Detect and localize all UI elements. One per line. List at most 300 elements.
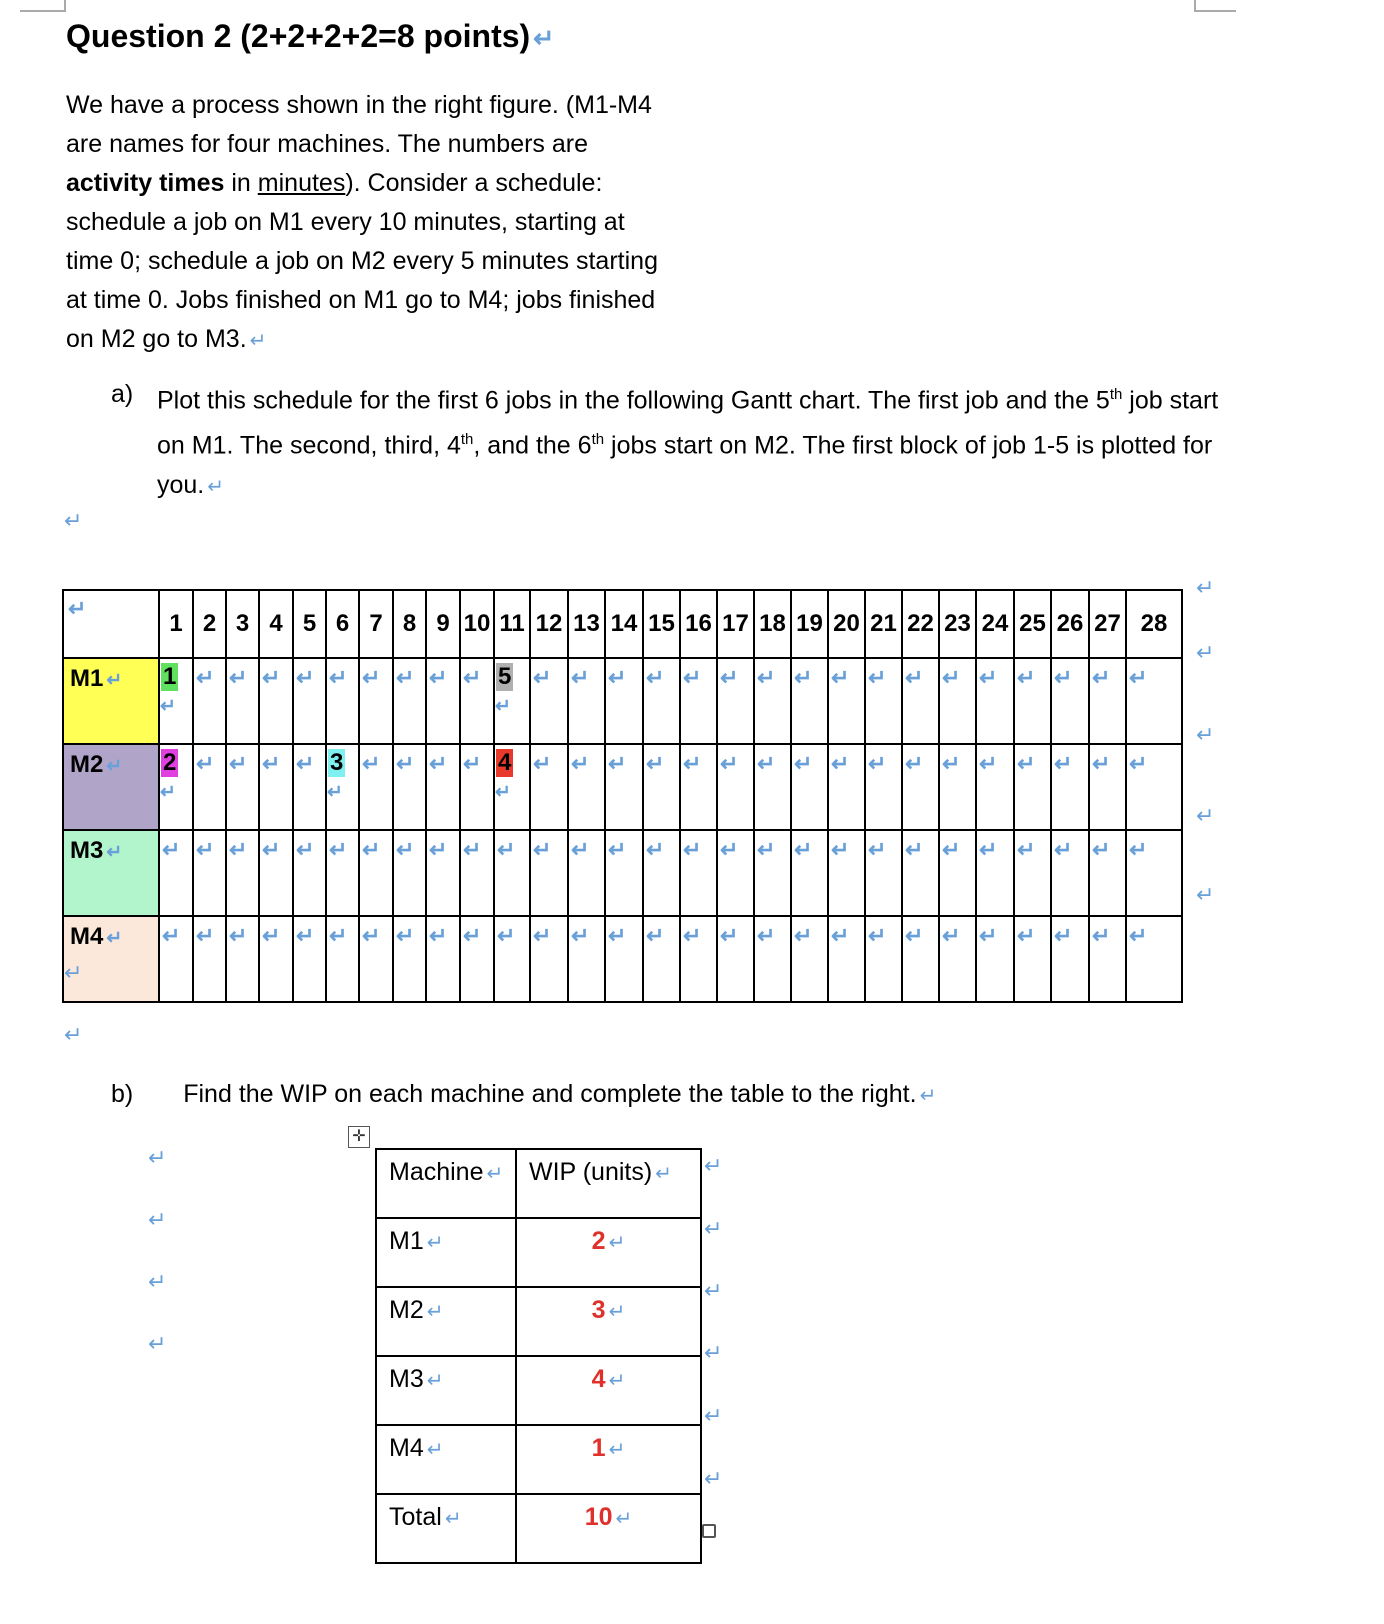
gantt-cell[interactable] bbox=[393, 658, 426, 744]
gantt-cell[interactable] bbox=[494, 830, 530, 916]
gantt-row-m4 bbox=[63, 916, 1182, 1002]
gantt-corner-cell[interactable] bbox=[63, 590, 159, 658]
gantt-column-header[interactable] bbox=[293, 590, 326, 658]
gantt-cell[interactable] bbox=[494, 916, 530, 1002]
gantt-cell[interactable] bbox=[939, 658, 976, 744]
wip-row bbox=[376, 1425, 701, 1494]
gantt-cell[interactable] bbox=[159, 916, 193, 1002]
gantt-cell[interactable] bbox=[326, 658, 359, 744]
gantt-cell[interactable] bbox=[1014, 658, 1051, 744]
gantt-cell[interactable] bbox=[293, 916, 326, 1002]
gantt-column-header[interactable] bbox=[460, 590, 494, 658]
paragraph-mark-icon: ↵ bbox=[148, 1207, 167, 1232]
gantt-cell[interactable] bbox=[359, 658, 393, 744]
paragraph-mark-icon: ↵ bbox=[794, 923, 813, 948]
gantt-column-header[interactable] bbox=[393, 590, 426, 658]
gantt-cell[interactable] bbox=[326, 916, 359, 1002]
gantt-cell[interactable] bbox=[1051, 830, 1089, 916]
gantt-cell[interactable] bbox=[939, 830, 976, 916]
gantt-cell[interactable] bbox=[530, 916, 568, 1002]
gantt-cell[interactable] bbox=[1089, 744, 1126, 830]
gantt-cell[interactable] bbox=[1014, 744, 1051, 830]
gantt-cell[interactable] bbox=[828, 744, 865, 830]
gantt-column-header[interactable] bbox=[530, 590, 568, 658]
paragraph-mark-icon: ↵ bbox=[1017, 837, 1036, 862]
paragraph-mark-icon: ↵ bbox=[1092, 751, 1111, 776]
gantt-cell[interactable] bbox=[568, 658, 605, 744]
gantt-column-header[interactable] bbox=[791, 590, 828, 658]
gantt-column-header[interactable] bbox=[359, 590, 393, 658]
gantt-cell[interactable] bbox=[326, 830, 359, 916]
gantt-column-header[interactable] bbox=[865, 590, 902, 658]
gantt-cell[interactable] bbox=[680, 744, 717, 830]
wip-machine-cell[interactable] bbox=[376, 1494, 516, 1563]
gantt-cell[interactable] bbox=[494, 744, 530, 830]
paragraph-mark-icon: ↵ bbox=[148, 1269, 167, 1294]
paragraph-mark-icon: ↵ bbox=[296, 751, 315, 776]
wip-value-cell[interactable] bbox=[516, 1425, 701, 1494]
paragraph-mark-icon: ↵ bbox=[533, 751, 552, 776]
paragraph-mark-icon: ↵ bbox=[444, 1508, 462, 1530]
paragraph-mark-icon: ↵ bbox=[704, 1340, 723, 1365]
gantt-cell[interactable] bbox=[460, 744, 494, 830]
paragraph-mark-icon: ↵ bbox=[148, 1145, 167, 1170]
gantt-column-header[interactable] bbox=[568, 590, 605, 658]
gantt-cell[interactable] bbox=[193, 916, 226, 1002]
table-resize-handle[interactable] bbox=[702, 1524, 716, 1538]
paragraph-mark-icon: ↵ bbox=[106, 670, 123, 691]
paragraph-mark-icon: ↵ bbox=[1129, 751, 1148, 776]
paragraph-mark-icon: ↵ bbox=[919, 1085, 937, 1107]
gantt-cell[interactable] bbox=[293, 830, 326, 916]
paragraph-mark-icon: ↵ bbox=[162, 923, 181, 948]
gantt-cell[interactable] bbox=[939, 916, 976, 1002]
gantt-cell[interactable] bbox=[865, 658, 902, 744]
paragraph-mark-icon: ↵ bbox=[905, 923, 924, 948]
part-a bbox=[111, 375, 1241, 499]
paragraph-mark-icon: ↵ bbox=[571, 923, 590, 948]
column-number: 20 bbox=[833, 610, 860, 637]
paragraph-mark-icon: ↵ bbox=[1129, 665, 1148, 690]
wip-machine-cell[interactable] bbox=[376, 1218, 516, 1287]
gantt-cell[interactable] bbox=[902, 658, 939, 744]
gantt-column-header[interactable] bbox=[754, 590, 791, 658]
paragraph-mark-icon: ↵ bbox=[296, 923, 315, 948]
paragraph-mark-icon: ↵ bbox=[262, 923, 281, 948]
gantt-cell[interactable] bbox=[791, 658, 828, 744]
paragraph-mark-icon: ↵ bbox=[463, 665, 482, 690]
gantt-cell[interactable] bbox=[494, 658, 530, 744]
column-number: 3 bbox=[235, 610, 250, 637]
column-number: 16 bbox=[685, 610, 712, 637]
machine-label[interactable] bbox=[63, 744, 159, 830]
gantt-column-header[interactable] bbox=[605, 590, 643, 658]
machine-name: M4 bbox=[389, 1434, 424, 1462]
paragraph-mark-icon: ↵ bbox=[262, 751, 281, 776]
gantt-cell[interactable] bbox=[791, 916, 828, 1002]
paragraph-mark-icon: ↵ bbox=[1196, 575, 1215, 600]
gantt-cell[interactable] bbox=[1089, 830, 1126, 916]
paragraph-mark-icon: ↵ bbox=[249, 330, 267, 352]
wip-row bbox=[376, 1356, 701, 1425]
gantt-cell[interactable] bbox=[1051, 744, 1089, 830]
gantt-cell[interactable] bbox=[393, 830, 426, 916]
paragraph-mark-icon: ↵ bbox=[794, 665, 813, 690]
gantt-column-header[interactable] bbox=[326, 590, 359, 658]
gantt-cell[interactable] bbox=[259, 744, 293, 830]
gantt-row-m2 bbox=[63, 744, 1182, 830]
gantt-cell[interactable] bbox=[193, 744, 226, 830]
gantt-cell[interactable] bbox=[226, 744, 259, 830]
paragraph-mark-icon: ↵ bbox=[106, 842, 123, 863]
paragraph-mark-icon: ↵ bbox=[646, 751, 665, 776]
column-number: 10 bbox=[463, 610, 491, 637]
gantt-cell[interactable] bbox=[828, 916, 865, 1002]
column-number: 13 bbox=[573, 610, 600, 637]
paragraph-mark-icon: ↵ bbox=[1092, 665, 1111, 690]
gantt-column-header[interactable] bbox=[828, 590, 865, 658]
paragraph-mark-icon: ↵ bbox=[831, 923, 850, 948]
paragraph-mark-icon: ↵ bbox=[64, 960, 83, 985]
paragraph-mark-icon: ↵ bbox=[942, 923, 961, 948]
gantt-cell[interactable] bbox=[976, 744, 1014, 830]
paragraph-mark-icon: ↵ bbox=[497, 837, 516, 862]
gantt-chart bbox=[62, 589, 1183, 1003]
paragraph-mark-icon: ↵ bbox=[683, 837, 702, 862]
gantt-column-header[interactable] bbox=[1014, 590, 1051, 658]
gantt-cell[interactable] bbox=[643, 830, 680, 916]
paragraph-mark-icon: ↵ bbox=[979, 923, 998, 948]
gantt-cell[interactable] bbox=[680, 830, 717, 916]
gantt-cell[interactable] bbox=[530, 658, 568, 744]
table-move-handle-icon[interactable]: ✛ bbox=[348, 1126, 370, 1148]
gantt-cell[interactable] bbox=[643, 916, 680, 1002]
gantt-cell[interactable] bbox=[226, 916, 259, 1002]
paragraph-mark-icon: ↵ bbox=[229, 665, 248, 690]
gantt-cell[interactable] bbox=[159, 658, 193, 744]
paragraph-mark-icon: ↵ bbox=[608, 1370, 626, 1392]
paragraph-mark-icon: ↵ bbox=[533, 665, 552, 690]
column-number: 15 bbox=[648, 610, 675, 637]
gantt-cell[interactable] bbox=[293, 658, 326, 744]
column-number: 23 bbox=[944, 610, 971, 637]
job-block: 4 bbox=[498, 749, 512, 776]
gantt-cell[interactable] bbox=[643, 744, 680, 830]
paragraph-mark-icon: ↵ bbox=[942, 665, 961, 690]
gantt-cell[interactable] bbox=[426, 658, 460, 744]
gantt-column-header[interactable] bbox=[226, 590, 259, 658]
paragraph-mark-icon: ↵ bbox=[1054, 751, 1073, 776]
gantt-column-header[interactable] bbox=[1089, 590, 1126, 658]
wip-value: 4 bbox=[591, 1365, 606, 1393]
machine-label[interactable] bbox=[63, 658, 159, 744]
gantt-cell[interactable] bbox=[754, 830, 791, 916]
machine-name: M3 bbox=[70, 837, 104, 864]
paragraph-mark-icon: ↵ bbox=[571, 665, 590, 690]
gantt-cell[interactable] bbox=[828, 830, 865, 916]
gantt-cell[interactable] bbox=[791, 744, 828, 830]
gantt-cell[interactable] bbox=[680, 658, 717, 744]
paragraph-mark-icon: ↵ bbox=[196, 923, 215, 948]
header-machine[interactable]: Machine ↵ bbox=[376, 1149, 516, 1218]
machine-label[interactable] bbox=[63, 830, 159, 916]
paragraph-mark-icon: ↵ bbox=[463, 923, 482, 948]
gantt-cell[interactable] bbox=[293, 744, 326, 830]
gantt-cell[interactable] bbox=[568, 744, 605, 830]
gantt-cell[interactable] bbox=[226, 658, 259, 744]
gantt-cell[interactable] bbox=[159, 830, 193, 916]
gantt-cell[interactable] bbox=[426, 744, 460, 830]
paragraph-mark-icon: ↵ bbox=[396, 665, 415, 690]
paragraph-mark-icon: ↵ bbox=[794, 751, 813, 776]
column-number: 14 bbox=[610, 610, 638, 637]
gantt-cell[interactable] bbox=[717, 658, 754, 744]
paragraph-mark-icon: ↵ bbox=[426, 1232, 444, 1254]
column-number: 1 bbox=[169, 610, 183, 637]
paragraph-mark-icon: ↵ bbox=[426, 1439, 444, 1461]
wip-machine-cell[interactable] bbox=[376, 1425, 516, 1494]
paragraph-mark-icon: ↵ bbox=[196, 665, 215, 690]
gantt-cell[interactable] bbox=[976, 658, 1014, 744]
gantt-cell[interactable] bbox=[976, 830, 1014, 916]
gantt-cell[interactable] bbox=[1014, 830, 1051, 916]
paragraph-mark-icon: ↵ bbox=[608, 1301, 626, 1323]
paragraph-mark-icon: ↵ bbox=[106, 928, 123, 949]
gantt-cell[interactable] bbox=[193, 658, 226, 744]
gantt-cell[interactable] bbox=[426, 830, 460, 916]
gantt-column-header[interactable] bbox=[1051, 590, 1089, 658]
paragraph-mark-icon: ↵ bbox=[463, 837, 482, 862]
gantt-cell[interactable] bbox=[460, 658, 494, 744]
part-b-text: Find the WIP on each machine and complete the table to the right. bbox=[183, 1080, 917, 1108]
gantt-cell[interactable] bbox=[680, 916, 717, 1002]
gantt-cell[interactable] bbox=[1126, 916, 1182, 1002]
column-number: 4 bbox=[269, 610, 283, 637]
job-block: 2 bbox=[163, 749, 177, 776]
gantt-cell[interactable] bbox=[1126, 658, 1182, 744]
paragraph-mark-icon: ↵ bbox=[720, 665, 739, 690]
paragraph-mark-icon: ↵ bbox=[229, 923, 248, 948]
gantt-cell[interactable] bbox=[605, 916, 643, 1002]
paragraph-mark-icon: ↵ bbox=[362, 837, 381, 862]
gantt-cell[interactable] bbox=[393, 916, 426, 1002]
gantt-cell[interactable] bbox=[1126, 830, 1182, 916]
paragraph-mark-icon: ↵ bbox=[1054, 923, 1073, 948]
wip-table bbox=[375, 1148, 702, 1564]
gantt-cell[interactable] bbox=[643, 658, 680, 744]
paragraph-mark-icon: ↵ bbox=[64, 508, 83, 533]
wip-value-cell[interactable] bbox=[516, 1287, 701, 1356]
gantt-column-header[interactable] bbox=[1126, 590, 1182, 658]
gantt-column-header[interactable] bbox=[902, 590, 939, 658]
part-b bbox=[111, 1080, 936, 1109]
gantt-cell[interactable] bbox=[605, 658, 643, 744]
gantt-cell[interactable] bbox=[1089, 658, 1126, 744]
paragraph-mark-icon: ↵ bbox=[704, 1466, 723, 1491]
paragraph-mark-icon: ↵ bbox=[148, 1331, 167, 1356]
wip-row bbox=[376, 1494, 701, 1563]
gantt-cell[interactable] bbox=[259, 830, 293, 916]
paragraph-mark-icon: ↵ bbox=[608, 665, 627, 690]
gantt-cell[interactable] bbox=[259, 658, 293, 744]
paragraph-mark-icon: ↵ bbox=[329, 837, 348, 862]
wip-machine-cell[interactable] bbox=[376, 1287, 516, 1356]
gantt-cell[interactable] bbox=[902, 916, 939, 1002]
gantt-cell[interactable] bbox=[568, 830, 605, 916]
column-number: 11 bbox=[499, 610, 525, 637]
gantt-cell[interactable] bbox=[828, 658, 865, 744]
gantt-cell[interactable] bbox=[393, 744, 426, 830]
gantt-column-header[interactable] bbox=[426, 590, 460, 658]
gantt-cell[interactable] bbox=[865, 744, 902, 830]
bold-text: activity times bbox=[66, 169, 225, 197]
wip-value: 10 bbox=[584, 1503, 613, 1531]
wip-row bbox=[376, 1287, 701, 1356]
gantt-cell[interactable] bbox=[1089, 916, 1126, 1002]
paragraph-mark-icon: ↵ bbox=[262, 837, 281, 862]
column-number: 6 bbox=[335, 610, 350, 637]
gantt-column-header[interactable] bbox=[494, 590, 530, 658]
gantt-cell[interactable] bbox=[226, 830, 259, 916]
wip-value-cell[interactable] bbox=[516, 1218, 701, 1287]
paragraph-mark-icon: ↵ bbox=[106, 756, 123, 777]
gantt-column-header[interactable] bbox=[717, 590, 754, 658]
paragraph-mark-icon: ↵ bbox=[1092, 837, 1111, 862]
paragraph-mark-icon: ↵ bbox=[396, 923, 415, 948]
gantt-cell[interactable] bbox=[717, 830, 754, 916]
paragraph-mark-icon: ↵ bbox=[463, 751, 482, 776]
machine-name: M3 bbox=[389, 1365, 424, 1393]
paragraph-mark-icon: ↵ bbox=[683, 751, 702, 776]
paragraph-mark-icon: ↵ bbox=[868, 751, 887, 776]
gantt-cell[interactable] bbox=[902, 744, 939, 830]
gantt-cell[interactable] bbox=[717, 916, 754, 1002]
gantt-cell[interactable] bbox=[865, 916, 902, 1002]
wip-machine-cell[interactable] bbox=[376, 1356, 516, 1425]
gantt-cell[interactable] bbox=[865, 830, 902, 916]
paragraph-mark-icon: ↵ bbox=[1054, 837, 1073, 862]
column-number: 24 bbox=[981, 610, 1009, 637]
gantt-cell[interactable] bbox=[791, 830, 828, 916]
gantt-cell[interactable] bbox=[1014, 916, 1051, 1002]
paragraph-mark-icon: ↵ bbox=[160, 696, 177, 717]
paragraph-mark-icon: ↵ bbox=[757, 837, 776, 862]
gantt-cell[interactable] bbox=[1051, 658, 1089, 744]
gantt-cell[interactable] bbox=[568, 916, 605, 1002]
machine-label[interactable] bbox=[63, 916, 159, 1002]
gantt-column-header[interactable] bbox=[643, 590, 680, 658]
paragraph-mark-icon: ↵ bbox=[362, 923, 381, 948]
gantt-cell[interactable] bbox=[1051, 916, 1089, 1002]
paragraph-mark-icon: ↵ bbox=[1017, 665, 1036, 690]
paragraph-mark-icon: ↵ bbox=[905, 837, 924, 862]
machine-name: M1 bbox=[389, 1227, 424, 1255]
gantt-cell[interactable] bbox=[754, 916, 791, 1002]
gantt-cell[interactable] bbox=[359, 830, 393, 916]
gantt-column-header[interactable] bbox=[259, 590, 293, 658]
gantt-cell[interactable] bbox=[754, 658, 791, 744]
gantt-cell[interactable] bbox=[976, 916, 1014, 1002]
paragraph-mark-icon: ↵ bbox=[1129, 923, 1148, 948]
wip-value-cell[interactable] bbox=[516, 1494, 701, 1563]
paragraph-mark-icon: ↵ bbox=[704, 1278, 723, 1303]
gantt-cell[interactable] bbox=[359, 916, 393, 1002]
gantt-cell[interactable] bbox=[326, 744, 359, 830]
page-corner-right bbox=[1194, 0, 1236, 12]
machine-name: M2 bbox=[70, 751, 104, 778]
paragraph-mark-icon: ↵ bbox=[533, 25, 555, 53]
wip-value: 1 bbox=[591, 1434, 606, 1462]
gantt-cell[interactable] bbox=[605, 830, 643, 916]
gantt-cell[interactable] bbox=[193, 830, 226, 916]
gantt-cell[interactable] bbox=[426, 916, 460, 1002]
gantt-cell[interactable] bbox=[902, 830, 939, 916]
paragraph-mark-icon: ↵ bbox=[207, 475, 225, 498]
paragraph-mark-icon: ↵ bbox=[429, 751, 448, 776]
header-wip[interactable]: WIP (units) ↵ bbox=[516, 1149, 701, 1218]
column-number: 12 bbox=[535, 610, 563, 637]
paragraph-mark-icon: ↵ bbox=[571, 837, 590, 862]
paragraph-mark-icon: ↵ bbox=[608, 1439, 626, 1461]
gantt-column-header[interactable] bbox=[680, 590, 717, 658]
gantt-column-header[interactable] bbox=[193, 590, 226, 658]
gantt-cell[interactable] bbox=[159, 744, 193, 830]
gantt-cell[interactable] bbox=[939, 744, 976, 830]
paragraph-mark-icon: ↵ bbox=[296, 665, 315, 690]
paragraph-mark-icon: ↵ bbox=[1092, 923, 1111, 948]
gantt-cell[interactable] bbox=[754, 744, 791, 830]
gantt-cell[interactable] bbox=[460, 916, 494, 1002]
paragraph-mark-icon: ↵ bbox=[495, 696, 512, 717]
gantt-cell[interactable] bbox=[1126, 744, 1182, 830]
paragraph-mark-icon: ↵ bbox=[533, 837, 552, 862]
wip-header-row bbox=[376, 1149, 701, 1218]
paragraph-mark-icon: ↵ bbox=[608, 1232, 626, 1254]
gantt-row-m1 bbox=[63, 658, 1182, 744]
column-number: 18 bbox=[759, 610, 786, 637]
paragraph-mark-icon: ↵ bbox=[196, 751, 215, 776]
paragraph-mark-icon: ↵ bbox=[757, 923, 776, 948]
paragraph-mark-icon: ↵ bbox=[979, 665, 998, 690]
paragraph-mark-icon: ↵ bbox=[64, 1022, 83, 1047]
gantt-cell[interactable] bbox=[530, 830, 568, 916]
column-number: 17 bbox=[722, 610, 749, 637]
job-block: 5 bbox=[498, 663, 512, 690]
machine-name: M4 bbox=[70, 923, 104, 950]
gantt-cell[interactable] bbox=[605, 744, 643, 830]
gantt-column-header[interactable] bbox=[159, 590, 193, 658]
gantt-cell[interactable] bbox=[460, 830, 494, 916]
wip-value-cell[interactable] bbox=[516, 1356, 701, 1425]
machine-name: M1 bbox=[70, 665, 104, 692]
paragraph-mark-icon: ↵ bbox=[683, 665, 702, 690]
paragraph-mark-icon: ↵ bbox=[979, 837, 998, 862]
paragraph-mark-icon: ↵ bbox=[831, 751, 850, 776]
gantt-column-header[interactable] bbox=[976, 590, 1014, 658]
paragraph-mark-icon: ↵ bbox=[162, 837, 181, 862]
paragraph-mark-icon: ↵ bbox=[1017, 751, 1036, 776]
gantt-cell[interactable] bbox=[259, 916, 293, 1002]
gantt-column-header[interactable] bbox=[939, 590, 976, 658]
paragraph-mark-icon: ↵ bbox=[68, 596, 87, 621]
column-number: 9 bbox=[436, 610, 450, 637]
gantt-cell[interactable] bbox=[530, 744, 568, 830]
gantt-cell[interactable] bbox=[717, 744, 754, 830]
paragraph-mark-icon: ↵ bbox=[720, 751, 739, 776]
paragraph-mark-icon: ↵ bbox=[571, 751, 590, 776]
column-number: 8 bbox=[402, 610, 417, 637]
gantt-cell[interactable] bbox=[359, 744, 393, 830]
